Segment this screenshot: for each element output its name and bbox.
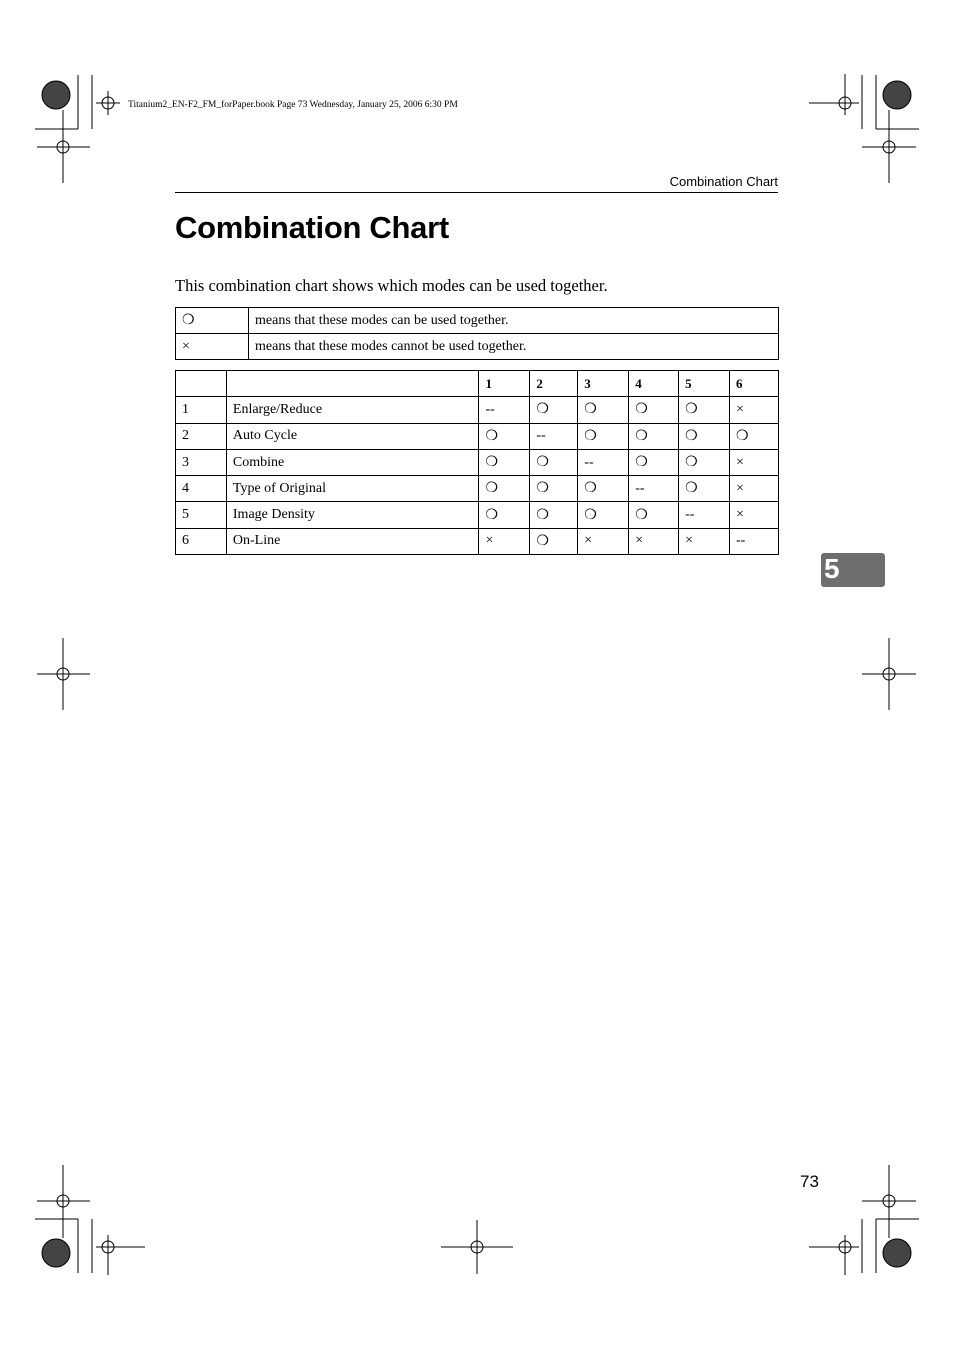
table-cell: ×: [730, 502, 779, 528]
table-cell: ❍: [578, 502, 629, 528]
table-cell: ×: [730, 397, 779, 423]
legend-row: [176, 308, 779, 334]
table-cell: ❍: [578, 397, 629, 423]
chapter-number: 5: [824, 553, 840, 584]
table-cell: ×: [578, 528, 629, 554]
header-cell: 2: [530, 371, 578, 397]
legend-text: means that these modes can be used together.: [249, 308, 779, 334]
running-head: Combination Chart: [669, 174, 778, 189]
header-cell: 5: [679, 371, 730, 397]
mode-name: Image Density: [226, 502, 479, 528]
table-cell: ❍: [578, 476, 629, 502]
table-row: [176, 528, 779, 554]
header-cell: 3: [578, 371, 629, 397]
table-cell: ×: [679, 528, 730, 554]
legend-text: means that these modes cannot be used together.: [249, 334, 779, 360]
registration-wheel-icon: [42, 81, 70, 109]
table-row: [176, 397, 779, 423]
table-cell: ❍: [530, 528, 578, 554]
page-title: Combination Chart: [175, 210, 449, 245]
header-cell: [176, 371, 227, 397]
table-cell: ❍: [679, 449, 730, 475]
table-cell: ❍: [629, 502, 679, 528]
mode-name: Combine: [226, 449, 479, 475]
page-number: 73: [800, 1172, 819, 1191]
mode-name: Enlarge/Reduce: [226, 397, 479, 423]
mode-name: Type of Original: [226, 476, 479, 502]
intro-text: This combination chart shows which modes can be used together.: [175, 276, 608, 295]
registration-wheel-icon: [42, 1239, 70, 1267]
header-cell: [226, 371, 479, 397]
mode-name: Auto Cycle: [226, 423, 479, 449]
registration-wheel-icon: [883, 1239, 911, 1267]
table-row: [176, 449, 779, 475]
table-cell: --: [730, 528, 779, 554]
table-cell: ❍: [679, 476, 730, 502]
header-rule: [175, 192, 778, 193]
row-number: 2: [176, 423, 227, 449]
legend-table: [175, 307, 779, 360]
registration-wheel-icon: [883, 81, 911, 109]
table-cell: --: [679, 502, 730, 528]
table-cell: ❍: [530, 502, 578, 528]
table-row: [176, 502, 779, 528]
table-cell: --: [578, 449, 629, 475]
header-cell: 1: [479, 371, 530, 397]
table-cell: --: [479, 397, 530, 423]
table-cell: ❍: [730, 423, 779, 449]
table-cell: ❍: [479, 423, 530, 449]
table-cell: ❍: [479, 502, 530, 528]
table-cell: ❍: [629, 423, 679, 449]
print-info: Titanium2_EN-F2_FM_forPaper.book Page 73 Wednesday, January 25, 2006 6:30 PM: [128, 100, 458, 110]
combination-table: [175, 370, 779, 555]
header-cell: 6: [730, 371, 779, 397]
legend-symbol: ❍: [176, 308, 249, 334]
table-row: [176, 423, 779, 449]
table-cell: ❍: [578, 423, 629, 449]
header-cell: 4: [629, 371, 679, 397]
table-header-row: [176, 371, 779, 397]
table-cell: ❍: [530, 476, 578, 502]
chapter-tab: [821, 553, 885, 587]
table-cell: ❍: [530, 397, 578, 423]
table-cell: ❍: [479, 449, 530, 475]
table-cell: ❍: [679, 423, 730, 449]
table-cell: ×: [730, 449, 779, 475]
mode-name: On-Line: [226, 528, 479, 554]
legend-row: [176, 334, 779, 360]
table-cell: ×: [629, 528, 679, 554]
row-number: 5: [176, 502, 227, 528]
legend-symbol: ×: [176, 334, 249, 360]
table-cell: --: [530, 423, 578, 449]
table-cell: ❍: [679, 397, 730, 423]
table-cell: ×: [479, 528, 530, 554]
table-row: [176, 476, 779, 502]
row-number: 6: [176, 528, 227, 554]
row-number: 1: [176, 397, 227, 423]
table-cell: ×: [730, 476, 779, 502]
row-number: 4: [176, 476, 227, 502]
row-number: 3: [176, 449, 227, 475]
table-cell: ❍: [479, 476, 530, 502]
table-cell: --: [629, 476, 679, 502]
table-cell: ❍: [629, 449, 679, 475]
table-cell: ❍: [629, 397, 679, 423]
table-cell: ❍: [530, 449, 578, 475]
